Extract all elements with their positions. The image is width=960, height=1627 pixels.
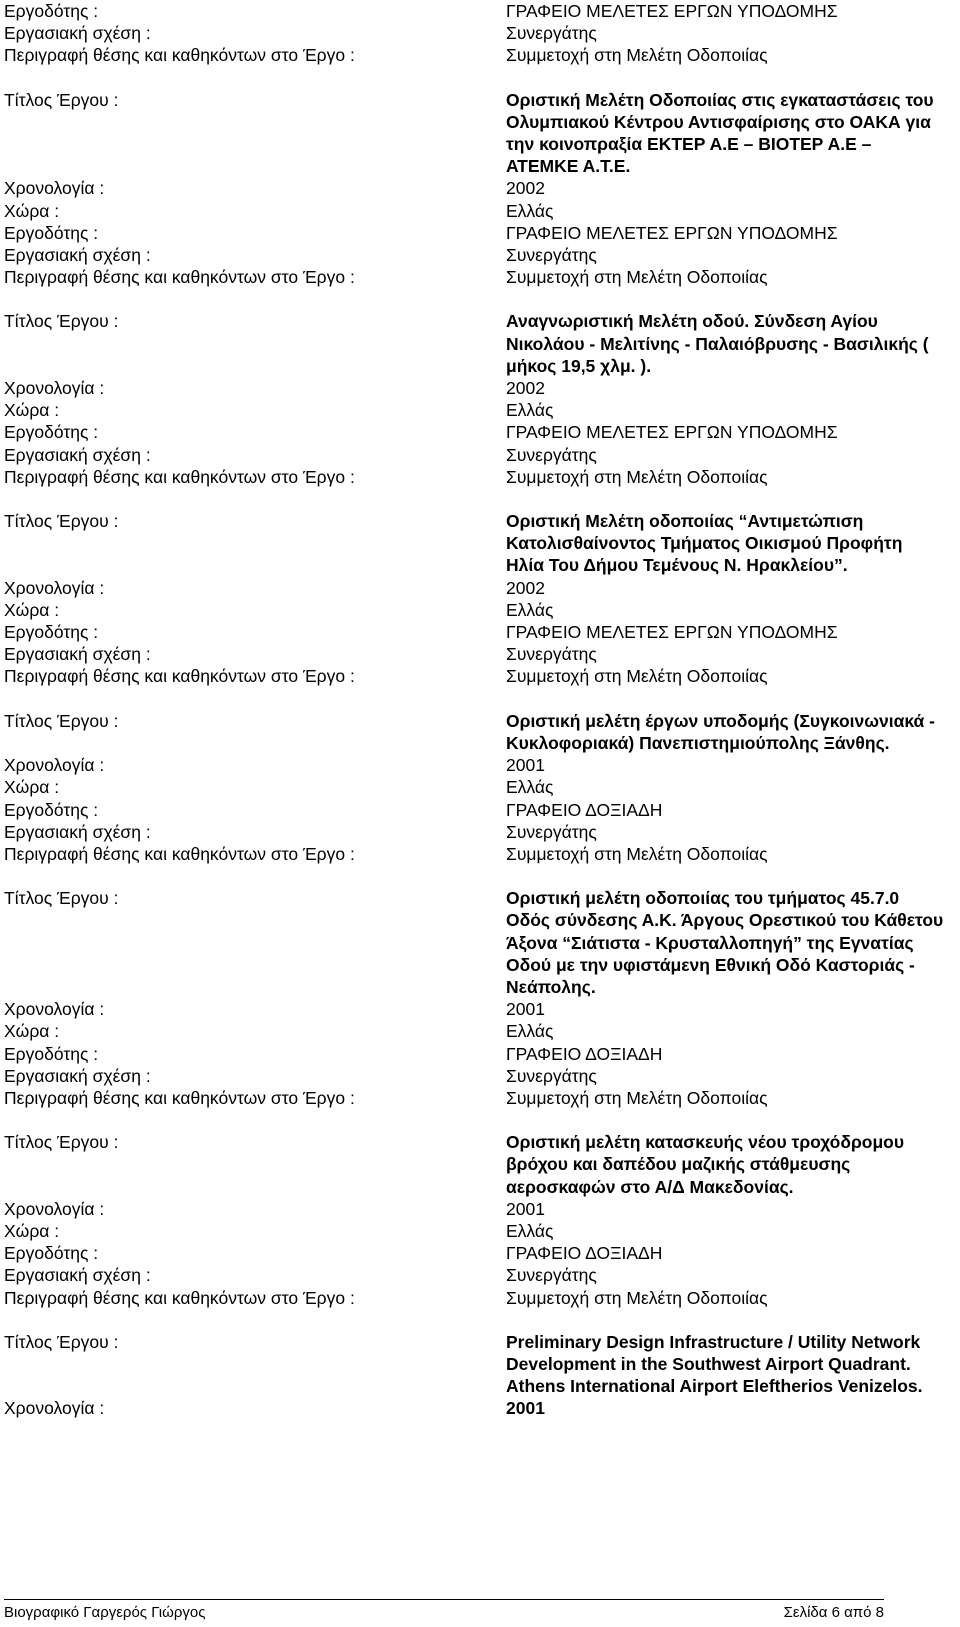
entry-relation: [4, 22, 956, 44]
project-role: Συμμετοχή στη Μελέτη Οδοποιίας: [506, 666, 768, 687]
label-relation: Εργασιακή σχέση :: [4, 444, 151, 465]
label-employer: Εργοδότης :: [4, 422, 99, 443]
project-title-row: [4, 510, 956, 577]
label-relation: Εργασιακή σχέση :: [4, 23, 151, 44]
project-employer: ΓΡΑΦΕΙΟ ΜΕΛΕΤΕΣ ΕΡΓΩΝ ΥΠΟΔΟΜΗΣ: [506, 422, 838, 443]
label-relation: Εργασιακή σχέση :: [4, 644, 151, 665]
project-employer: ΓΡΑΦΕΙΟ ΔΟΞΙΑΔΗ: [506, 799, 663, 820]
project-country-row: [4, 599, 956, 621]
project-date-row: [4, 1397, 956, 1419]
project-country-row: [4, 1220, 956, 1242]
label-role: Περιγραφή θέσης και καθηκόντων στο Έργο :: [4, 1287, 355, 1308]
label-role: Περιγραφή θέσης και καθηκόντων στο Έργο :: [4, 1087, 355, 1108]
project-relation-row: [4, 244, 956, 266]
label-employer: Εργοδότης :: [4, 1243, 99, 1264]
project-title: Οριστική Μελέτη οδοποιίας “Αντιμετώπιση Κατολισθαίνοντος Τμήματος Οικισμού Προφήτη Ηλία Του Δήμου Τεμένους Ν. Ηρακλείου”.: [506, 511, 903, 576]
project-relation: Συνεργάτης: [506, 644, 597, 665]
label-role: Περιγραφή θέσης και καθηκόντων στο Έργο :: [4, 267, 355, 288]
label-date: Χρονολογία :: [4, 755, 105, 776]
label-title: Τίτλος Έργου :: [4, 1331, 119, 1352]
project-employer-row: [4, 421, 956, 443]
project-date: 2001: [506, 999, 545, 1020]
label-role: Περιγραφή θέσης και καθηκόντων στο Έργο :: [4, 666, 355, 687]
label-role: Περιγραφή θέσης και καθηκόντων στο Έργο :: [4, 45, 355, 66]
label-relation: Εργασιακή σχέση :: [4, 821, 151, 842]
project-employer: ΓΡΑΦΕΙΟ ΜΕΛΕΤΕΣ ΕΡΓΩΝ ΥΠΟΔΟΜΗΣ: [506, 222, 838, 243]
project-employer-row: [4, 222, 956, 244]
project-relation: Συνεργάτης: [506, 1065, 597, 1086]
project-role: Συμμετοχή στη Μελέτη Οδοποιίας: [506, 1087, 768, 1108]
project-date: 2001: [506, 755, 545, 776]
project-relation: Συνεργάτης: [506, 821, 597, 842]
project-title-line1: Preliminary Design Infrastructure / Utility Network Development in the Southwest Airport Quadrant.: [506, 1331, 921, 1374]
project-relation-row: [4, 821, 956, 843]
project-date: 2002: [506, 378, 545, 399]
project-relation: Συνεργάτης: [506, 245, 597, 266]
project-title-row: [4, 710, 956, 754]
project-role-row: [4, 266, 956, 288]
project-date-row: [4, 177, 956, 199]
project-country-row: [4, 1020, 956, 1042]
project-country: Ελλάς: [506, 400, 554, 421]
label-date: Χρονολογία :: [4, 999, 105, 1020]
project-employer-row: [4, 1043, 956, 1065]
page-footer: [4, 1599, 884, 1621]
project-title: Αναγνωριστική Μελέτη οδού. Σύνδεση Αγίου Νικολάου - Μελιτίνης - Παλαιόβρυσης - Βασιλικής ( μήκος 19,5 χλμ. ).: [506, 311, 929, 376]
label-date: Χρονολογία :: [4, 1198, 105, 1219]
project-title-row: [4, 1131, 956, 1198]
project-date: 2001: [506, 1398, 545, 1419]
label-relation: Εργασιακή σχέση :: [4, 245, 151, 266]
project-title-line2: Athens International Airport Eleftherios Venizelos.: [506, 1376, 923, 1397]
project-date: 2002: [506, 178, 545, 199]
project-country-row: [4, 776, 956, 798]
project-relation-row: [4, 1264, 956, 1286]
label-country: Χώρα :: [4, 1021, 60, 1042]
label-title: Τίτλος Έργου :: [4, 888, 119, 909]
project-date: 2001: [506, 1198, 545, 1219]
label-country: Χώρα :: [4, 200, 60, 221]
project-title: Οριστική μελέτη έργων υποδομής (Συγκοινωνιακά - Κυκλοφοριακά) Πανεπιστημιούπολης Ξάνθης.: [506, 710, 936, 753]
project-relation: Συνεργάτης: [506, 444, 597, 465]
project-date-row: [4, 1198, 956, 1220]
label-role: Περιγραφή θέσης και καθηκόντων στο Έργο :: [4, 843, 355, 864]
project-country: Ελλάς: [506, 599, 554, 620]
project-employer-row: [4, 799, 956, 821]
footer-page-number: Σελίδα 6 από 8: [783, 1604, 884, 1621]
label-employer: Εργοδότης :: [4, 1043, 99, 1064]
project-role: Συμμετοχή στη Μελέτη Οδοποιίας: [506, 466, 768, 487]
label-date: Χρονολογία :: [4, 1398, 105, 1419]
value-employer: ΓΡΑΦΕΙΟ ΜΕΛΕΤΕΣ ΕΡΓΩΝ ΥΠΟΔΟΜΗΣ: [506, 1, 838, 21]
project-role-row: [4, 466, 956, 488]
project-role: Συμμετοχή στη Μελέτη Οδοποιίας: [506, 843, 768, 864]
project-employer-row: [4, 1242, 956, 1264]
value-role: Συμμετοχή στη Μελέτη Οδοποιίας: [506, 45, 768, 66]
project-title: Οριστική Μελέτη Οδοποιίας στις εγκαταστάσεις του Ολυμπιακού Κέντρου Αντισφαίρισης στο ΟΑΚΑ για την κοινοπραξία ΕΚΤΕΡ Α.Ε – ΒΙΟΤΕΡ Α.Ε – ΑΤΕΜΚΕ Α.Τ.Ε.: [506, 89, 934, 177]
project-country-row: [4, 399, 956, 421]
label-country: Χώρα :: [4, 777, 60, 798]
project-country: Ελλάς: [506, 200, 554, 221]
project-role: Συμμετοχή στη Μελέτη Οδοποιίας: [506, 267, 768, 288]
label-role: Περιγραφή θέσης και καθηκόντων στο Έργο :: [4, 466, 355, 487]
project-date-row: [4, 577, 956, 599]
project-country: Ελλάς: [506, 777, 554, 798]
label-employer: Εργοδότης :: [4, 622, 99, 643]
project-title-row: [4, 89, 956, 178]
entry-employer: [4, 0, 956, 22]
label-title: Τίτλος Έργου :: [4, 1132, 119, 1153]
label-relation: Εργασιακή σχέση :: [4, 1065, 151, 1086]
project-date-row: [4, 377, 956, 399]
label-date: Χρονολογία :: [4, 577, 105, 598]
label-title: Τίτλος Έργου :: [4, 710, 119, 731]
label-relation: Εργασιακή σχέση :: [4, 1265, 151, 1286]
project-country: Ελλάς: [506, 1021, 554, 1042]
project-date: 2002: [506, 577, 545, 598]
project-country: Ελλάς: [506, 1220, 554, 1241]
label-title: Τίτλος Έργου :: [4, 511, 119, 532]
entry-role: [4, 44, 956, 66]
label-employer: Εργοδότης :: [4, 799, 99, 820]
project-employer: ΓΡΑΦΕΙΟ ΔΟΞΙΑΔΗ: [506, 1043, 663, 1064]
document-page: [4, 0, 956, 1420]
label-employer: Εργοδότης :: [4, 222, 99, 243]
project-employer: ΓΡΑΦΕΙΟ ΜΕΛΕΤΕΣ ΕΡΓΩΝ ΥΠΟΔΟΜΗΣ: [506, 622, 838, 643]
label-country: Χώρα :: [4, 599, 60, 620]
project-title-row: [4, 887, 956, 998]
project-relation-row: [4, 643, 956, 665]
label-date: Χρονολογία :: [4, 378, 105, 399]
footer-document-name: Βιογραφικό Γαργερός Γιώργος: [4, 1604, 206, 1621]
project-title: Οριστική μελέτη οδοποιίας του τμήματος 45.7.0 Οδός σύνδεσης Α.Κ. Άργους Ορεστικού του Κάθετου Άξονα “Σιάτιστα - Κρυσταλλοπηγή” της Εγνατίας Οδού με την υφιστάμενη Εθνική Οδό Καστοριάς - Νεάπολης.: [506, 888, 944, 997]
project-date-row: [4, 754, 956, 776]
project-role-row: [4, 1087, 956, 1109]
project-title: [506, 1331, 956, 1398]
project-employer-row: [4, 621, 956, 643]
label-country: Χώρα :: [4, 400, 60, 421]
project-title-row: [4, 310, 956, 377]
project-employer: ΓΡΑΦΕΙΟ ΔΟΞΙΑΔΗ: [506, 1243, 663, 1264]
label-date: Χρονολογία :: [4, 178, 105, 199]
project-relation-row: [4, 1065, 956, 1087]
project-title-row: [4, 1331, 956, 1398]
label-employer: Εργοδότης :: [4, 1, 99, 21]
label-country: Χώρα :: [4, 1220, 60, 1241]
project-role-row: [4, 843, 956, 865]
project-relation-row: [4, 444, 956, 466]
project-role-row: [4, 1287, 956, 1309]
label-title: Τίτλος Έργου :: [4, 89, 119, 110]
project-relation: Συνεργάτης: [506, 1265, 597, 1286]
value-relation: Συνεργάτης: [506, 23, 597, 44]
project-title: Οριστική μελέτη κατασκευής νέου τροχόδρομου βρόχου και δαπέδου μαζικής στάθμευσης αεροσκαφών στο Α/Δ Μακεδονίας.: [506, 1132, 905, 1197]
project-date-row: [4, 998, 956, 1020]
project-role-row: [4, 665, 956, 687]
label-title: Τίτλος Έργου :: [4, 311, 119, 332]
project-role: Συμμετοχή στη Μελέτη Οδοποιίας: [506, 1287, 768, 1308]
project-country-row: [4, 200, 956, 222]
